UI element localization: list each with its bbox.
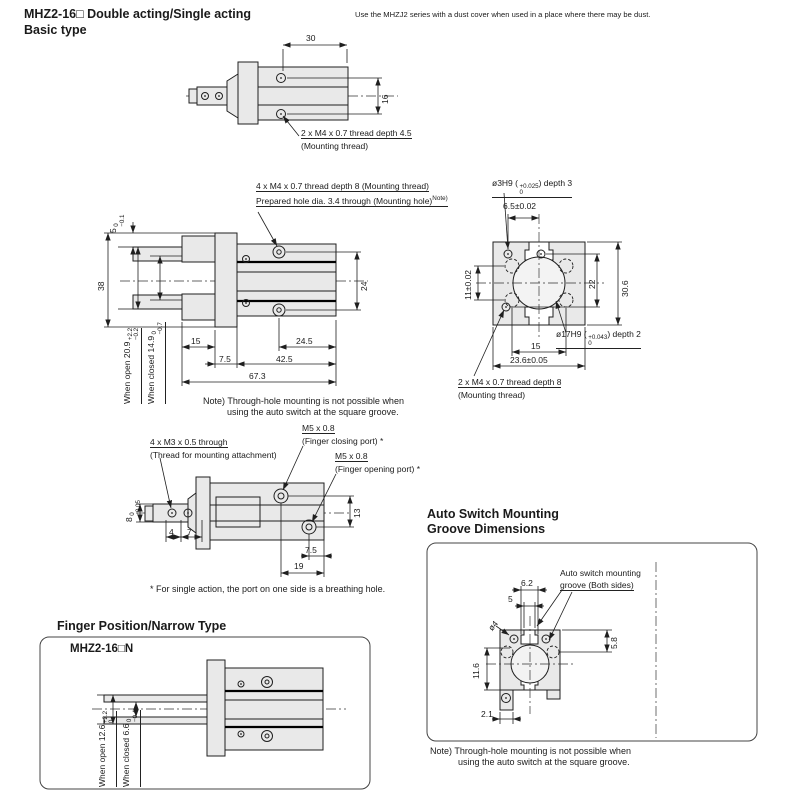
dim-38: 38	[96, 281, 106, 291]
narrow-model-number: MHZ2-16□N	[70, 643, 134, 655]
dim-24-5: 24.5	[296, 336, 313, 346]
dim-30: 30	[306, 33, 316, 43]
top-mounting-thread-label: 4 x M4 x 0.7 thread depth 8 (Mounting thread)	[256, 181, 429, 191]
dim-7-5-port: 7.5	[305, 545, 317, 555]
dim-6-2: 6.2	[521, 578, 533, 588]
side-mounting-thread-label: 2 x M4 x 0.7 thread depth 4.5	[301, 128, 412, 138]
dim-16: 16	[380, 94, 390, 104]
pin-hole-label: ø3H9 ( +0.025 0 ) depth 3	[492, 178, 573, 197]
dim-narrow-when-closed: When closed 6.6 0 −0.4	[121, 709, 140, 787]
through-hole-note-line2: using the auto switch at the square groove.	[227, 407, 399, 417]
dim-13: 13	[352, 508, 362, 518]
through-hole-note-line1: Note) Through-hole mounting is not possible when	[203, 396, 404, 406]
page-subtitle: Basic type	[24, 23, 87, 37]
page-title: MHZ2-16□ Double acting/Single acting	[24, 7, 252, 21]
dim-7: 7	[187, 527, 192, 537]
closing-port-label: M5 x 0.8	[302, 423, 335, 433]
dim-when-open: When open 20.9 +2.2 −0.2	[122, 327, 141, 404]
dim-15: 15	[191, 336, 201, 346]
top-mounting-hole-label: Prepared hole dia. 3.4 through (Mounting hole)$^{Note)}$	[256, 195, 448, 206]
single-action-footnote: * For single action, the port on one side is a breathing hole.	[150, 584, 386, 594]
dim-42-5: 42.5	[276, 354, 293, 364]
port-view-lines	[136, 446, 354, 577]
side-view-lines	[186, 45, 398, 136]
finger-position-title: Finger Position/Narrow Type	[57, 619, 227, 633]
dim-7-5: 7.5	[219, 354, 231, 364]
dim-11: 11±0.02	[463, 269, 473, 300]
attachment-thread-label: 4 x M3 x 0.5 through	[150, 437, 228, 447]
top-view-lines	[104, 212, 368, 386]
dim-o4: ø4	[486, 618, 501, 633]
groove-label-line2: groove (Both sides)	[560, 580, 634, 590]
dim-15-front: 15	[531, 341, 541, 351]
side-mounting-thread-sub: (Mounting thread)	[301, 141, 369, 151]
note-superscript: Note)	[432, 195, 448, 202]
dim-narrow-when-open: When open 12.6 +2.2 0	[97, 710, 116, 787]
front-mounting-thread-sub: (Mounting thread)	[458, 390, 526, 400]
dim-8-tol: 8 0 −0.05	[124, 500, 143, 522]
dim-5-tol: 5 0 −0.1	[108, 214, 127, 233]
dim-30-6: 30.6	[620, 280, 630, 297]
auto-switch-note-line1: Note) Through-hole mounting is not possible when	[430, 746, 631, 756]
auto-switch-title-line1: Auto Switch Mounting	[427, 507, 559, 521]
finger-position-lines	[40, 637, 370, 789]
opening-port-sub: (Finger opening port) *	[335, 464, 421, 474]
dim-11-6: 11.6	[471, 663, 481, 679]
groove-label-line1: Auto switch mounting	[560, 568, 641, 578]
dim-2-1: 2.1	[481, 709, 493, 719]
attachment-thread-sub: (Thread for mounting attachment)	[150, 450, 277, 460]
dim-5-8: 5.8	[609, 637, 619, 649]
closing-port-sub: (Finger closing port) *	[302, 436, 384, 446]
dim-4: 4	[169, 527, 174, 537]
dim-22: 22	[587, 279, 597, 289]
dim-19: 19	[294, 561, 304, 571]
opening-port-label: M5 x 0.8	[335, 451, 368, 461]
auto-switch-note-line2: using the auto switch at the square groove.	[458, 757, 630, 767]
dim-when-closed: When closed 14.9 0 −0.7	[146, 322, 165, 404]
bore-label: ø17H9 ( +0.043 0 ) depth 2	[556, 329, 641, 348]
dim-6-5: 6.5±0.02	[503, 201, 537, 211]
front-mounting-thread-label: 2 x M4 x 0.7 thread depth 8	[458, 377, 562, 387]
dim-24: 24	[359, 281, 369, 291]
dust-note: Use the MHZJ2 series with a dust cover when used in a place where there may be dust.	[355, 10, 651, 19]
auto-switch-title-line2: Groove Dimensions	[427, 522, 546, 536]
dim-23-6: 23.6±0.05	[510, 355, 548, 365]
dim-5-groove: 5	[508, 594, 513, 604]
dim-67-3: 67.3	[249, 371, 266, 381]
